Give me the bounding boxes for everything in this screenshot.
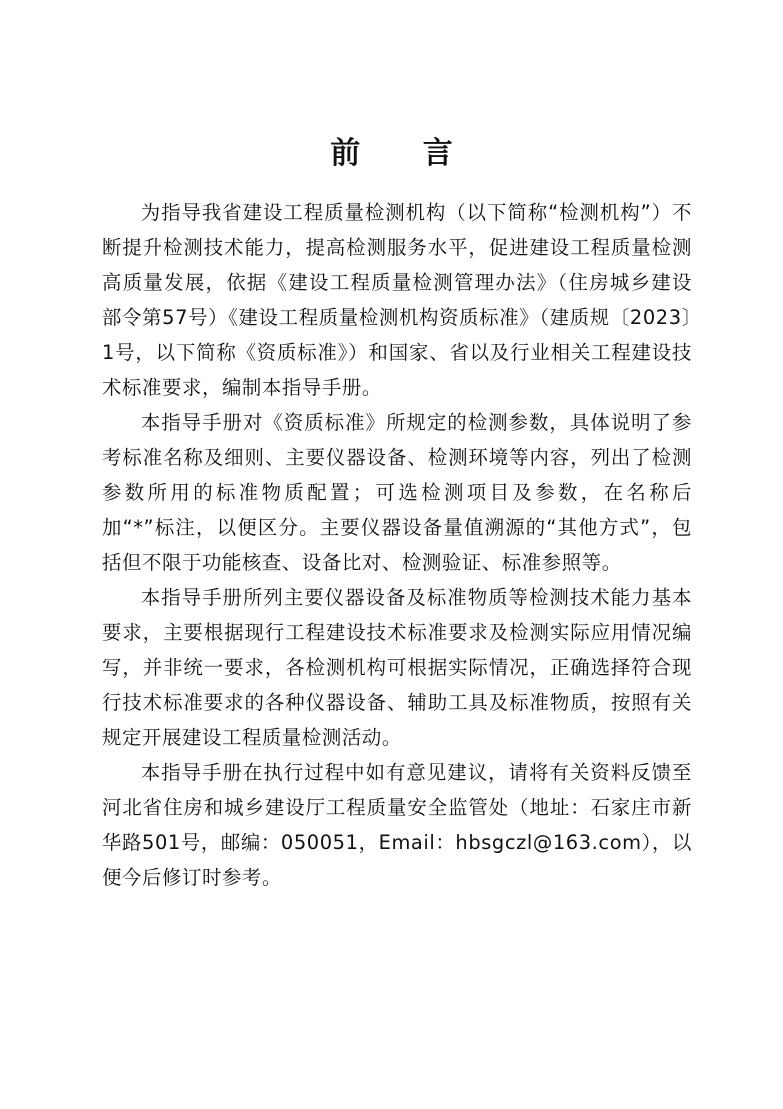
page-title: 前 言 bbox=[330, 136, 479, 172]
paragraph-feedback-contact: 本指导手册在执行过程中如有意见建议，请将有关资料反馈至河北省住房和城乡建设厅工程质量安全监管处（地址：石家庄市新华路501号，邮编：050051，Email：hbsgczl@163.com），以便今后修订时参考。 bbox=[102, 761, 692, 889]
paragraph-purpose: 为指导我省建设工程质量检测机构（以下简称“检测机构”）不断提升检测技术能力，提高检测服务水平，促进建设工程质量检测高质量发展，依据《建设工程质量检测管理办法》（住房城乡建设部令第57号）《建设工程质量检测机构资质标准》（建质规〔2023〕1号，以下简称《资质标准》）和国家、省以及行业相关工程建设技术标准要求，编制本指导手册。 bbox=[102, 201, 692, 399]
paragraph-content-scope: 本指导手册对《资质标准》所规定的检测参数，具体说明了参考标准名称及细则、主要仪器设备、检测环境等内容，列出了检测参数所用的标准物质配置；可选检测项目及参数，在名称后加“*”标注，以便区分。主要仪器设备量值溯源的“其他方式”，包括但不限于功能核查、设备比对、检测验证、标准参照等。 bbox=[102, 411, 692, 574]
paragraph-requirements: 本指导手册所列主要仪器设备及标准物质等检测技术能力基本要求，主要根据现行工程建设技术标准要求及检测实际应用情况编写，并非统一要求，各检测机构可根据实际情况，正确选择符合现行技术标准要求的各种仪器设备、辅助工具及标准物质，按照有关规定开展建设工程质量检测活动。 bbox=[102, 586, 692, 749]
preface-body bbox=[102, 195, 692, 895]
